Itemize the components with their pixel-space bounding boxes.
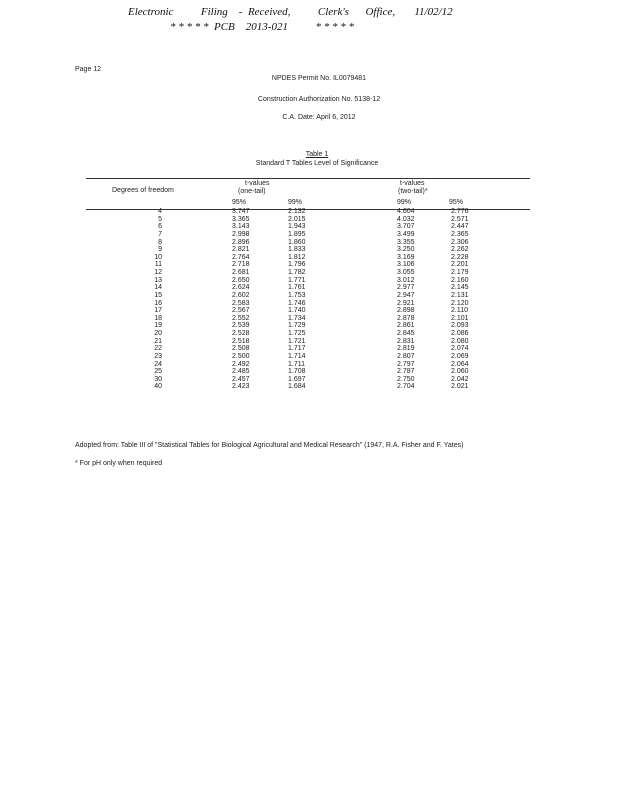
- cell-dof: 21: [154, 337, 162, 345]
- cell-one-tail-99: 1.714: [288, 352, 306, 360]
- table-subtitle: Standard T Tables Level of Significance: [255, 160, 379, 167]
- cell-one-tail-95: 2.583: [232, 299, 250, 307]
- cell-one-tail-99: 1.943: [288, 223, 306, 231]
- cell-one-tail-99: 1.740: [288, 307, 306, 315]
- cell-two-tail-99: 3.707: [397, 223, 415, 231]
- cell-one-tail-95: 2.500: [232, 352, 250, 360]
- table-row: [0, 376, 618, 384]
- cell-two-tail-95: 2.131: [451, 291, 469, 299]
- column-group-two-tail-sub: (two-tail)*: [398, 188, 428, 195]
- cell-two-tail-99: 2.750: [397, 375, 415, 383]
- table-title: Table 1: [305, 151, 329, 158]
- cell-two-tail-95: 2.179: [451, 269, 469, 276]
- construction-authorization: Construction Authorization No. 5138-12: [257, 96, 381, 103]
- cell-dof: 22: [154, 345, 162, 353]
- cell-two-tail-99: 2.977: [397, 284, 415, 292]
- cell-two-tail-99: 2.947: [397, 291, 415, 299]
- cell-two-tail-99: 2.878: [397, 314, 415, 322]
- table-row: [0, 383, 618, 391]
- cell-one-tail-99: 1.725: [288, 330, 306, 337]
- table-row: [0, 223, 618, 231]
- cell-one-tail-99: 1.746: [288, 299, 306, 307]
- cell-dof: 24: [154, 360, 162, 368]
- cell-two-tail-99: 3.355: [397, 238, 415, 246]
- cell-dof: 13: [154, 276, 162, 284]
- source-footnote: Adopted from: Table III of "Statistical Tables for Biological Agricultural and Medical Research" (1947, R.A. Fisher and F. Yates): [75, 442, 464, 449]
- cell-one-tail-95: 2.457: [232, 375, 250, 383]
- cell-one-tail-99: 1.771: [288, 276, 306, 284]
- cell-dof: 10: [154, 253, 162, 261]
- cell-dof: 20: [154, 330, 162, 337]
- table-row: [0, 254, 618, 262]
- table-row: [0, 261, 618, 269]
- cell-one-tail-99: 1.684: [288, 383, 306, 391]
- cell-two-tail-99: 2.704: [397, 383, 415, 391]
- cell-one-tail-99: 1.753: [288, 291, 306, 299]
- column-header-dof: Degrees of freedom: [112, 187, 174, 194]
- cell-one-tail-95: 2.485: [232, 368, 250, 376]
- cell-two-tail-99: 3.106: [397, 261, 415, 269]
- cell-two-tail-99: 2.898: [397, 307, 415, 315]
- cell-two-tail-95: 2.069: [451, 352, 469, 360]
- cell-one-tail-99: 1.717: [288, 345, 306, 353]
- cell-one-tail-95: 2.821: [232, 246, 250, 254]
- table-body: [0, 208, 618, 391]
- cell-two-tail-99: 3.055: [397, 269, 415, 276]
- cell-one-tail-99: 1.761: [288, 284, 306, 292]
- table-row: [0, 338, 618, 346]
- table-row: [0, 330, 618, 338]
- cell-one-tail-95: 3.143: [232, 223, 250, 231]
- cell-one-tail-99: 1.796: [288, 261, 306, 269]
- cell-two-tail-95: 2.160: [451, 276, 469, 284]
- column-group-one-tail-sub: (one-tail): [238, 188, 266, 195]
- permit-number: NPDES Permit No. IL0079481: [271, 75, 367, 82]
- cell-one-tail-95: 2.602: [232, 291, 250, 299]
- cell-one-tail-95: 3.365: [232, 215, 250, 223]
- cell-one-tail-99: 1.833: [288, 246, 306, 254]
- column-header-two-tail-99: 99%: [397, 199, 412, 206]
- cell-two-tail-95: 2.093: [451, 322, 469, 330]
- filing-stamp-line-2: * * * * * PCB 2013-021 * * * * *: [170, 21, 354, 33]
- cell-one-tail-95: 2.492: [232, 360, 250, 368]
- cell-one-tail-95: 2.552: [232, 314, 250, 322]
- cell-two-tail-99: 2.797: [397, 360, 415, 368]
- table-row: [0, 277, 618, 285]
- cell-one-tail-95: 3.747: [232, 208, 250, 215]
- cell-one-tail-99: 2.132: [288, 208, 306, 215]
- table-row: [0, 239, 618, 247]
- cell-two-tail-95: 2.262: [451, 246, 469, 254]
- cell-one-tail-95: 2.718: [232, 261, 250, 269]
- cell-two-tail-95: 2.064: [451, 360, 469, 368]
- cell-one-tail-99: 1.860: [288, 238, 306, 246]
- table-row: [0, 292, 618, 300]
- cell-dof: 19: [154, 322, 162, 330]
- cell-one-tail-95: 2.896: [232, 238, 250, 246]
- cell-one-tail-95: 2.508: [232, 345, 250, 353]
- cell-two-tail-99: 3.012: [397, 276, 415, 284]
- column-header-one-tail-95: 95%: [232, 199, 247, 206]
- table-top-rule: [86, 178, 530, 179]
- cell-two-tail-99: 3.499: [397, 230, 415, 238]
- table-row: [0, 353, 618, 361]
- table-row: [0, 246, 618, 254]
- cell-two-tail-95: 2.074: [451, 345, 469, 353]
- cell-one-tail-99: 1.812: [288, 253, 306, 261]
- cell-two-tail-95: 2.060: [451, 368, 469, 376]
- table-row: [0, 345, 618, 353]
- cell-dof: 8: [158, 238, 162, 246]
- cell-two-tail-95: 2.086: [451, 330, 469, 337]
- table-row: [0, 361, 618, 369]
- cell-one-tail-99: 1.734: [288, 314, 306, 322]
- cell-dof: 15: [154, 291, 162, 299]
- cell-two-tail-95: 2.776: [451, 208, 469, 215]
- cell-two-tail-99: 2.831: [397, 337, 415, 345]
- cell-two-tail-95: 2.365: [451, 230, 469, 238]
- cell-two-tail-95: 2.042: [451, 375, 469, 383]
- cell-one-tail-99: 1.729: [288, 322, 306, 330]
- cell-two-tail-99: 4.032: [397, 215, 415, 223]
- cell-two-tail-95: 2.306: [451, 238, 469, 246]
- cell-one-tail-95: 2.423: [232, 383, 250, 391]
- table-row: [0, 269, 618, 277]
- cell-two-tail-99: 3.169: [397, 253, 415, 261]
- cell-one-tail-99: 1.708: [288, 368, 306, 376]
- table-row: [0, 208, 618, 216]
- cell-two-tail-95: 2.110: [451, 307, 468, 315]
- cell-two-tail-99: 2.787: [397, 368, 415, 376]
- column-header-two-tail-95: 95%: [449, 199, 464, 206]
- table-row: [0, 216, 618, 224]
- table-row: [0, 284, 618, 292]
- cell-one-tail-99: 1.697: [288, 375, 306, 383]
- cell-two-tail-95: 2.571: [451, 215, 469, 223]
- cell-two-tail-99: 3.250: [397, 246, 415, 254]
- table-row: [0, 368, 618, 376]
- cell-one-tail-99: 2.015: [288, 215, 306, 223]
- cell-two-tail-99: 2.819: [397, 345, 415, 353]
- table-row: [0, 300, 618, 308]
- cell-one-tail-95: 2.539: [232, 322, 250, 330]
- ca-date: C.A. Date: April 6, 2012: [282, 114, 356, 121]
- page-number: Page 12: [75, 66, 102, 73]
- cell-one-tail-99: 1.711: [288, 360, 305, 368]
- cell-one-tail-99: 1.895: [288, 230, 306, 238]
- cell-dof: 6: [158, 223, 162, 231]
- cell-dof: 17: [154, 307, 162, 315]
- cell-one-tail-95: 2.681: [232, 269, 250, 276]
- cell-two-tail-95: 2.101: [451, 314, 469, 322]
- cell-dof: 4: [158, 208, 162, 215]
- table-row: [0, 307, 618, 315]
- cell-two-tail-99: 4.604: [397, 208, 415, 215]
- cell-two-tail-95: 2.447: [451, 223, 469, 231]
- cell-two-tail-95: 2.021: [451, 383, 469, 391]
- cell-dof: 40: [154, 383, 162, 391]
- cell-one-tail-95: 2.528: [232, 330, 250, 337]
- table-row: [0, 315, 618, 323]
- column-header-one-tail-99: 99%: [288, 199, 303, 206]
- table-row: [0, 322, 618, 330]
- column-group-one-tail-label: t-values: [245, 180, 270, 187]
- cell-one-tail-95: 2.624: [232, 284, 250, 292]
- cell-two-tail-95: 2.120: [451, 299, 469, 307]
- cell-two-tail-95: 2.228: [451, 253, 469, 261]
- cell-dof: 30: [154, 375, 162, 383]
- ph-footnote: * For pH only when required: [75, 460, 163, 467]
- cell-one-tail-99: 1.721: [288, 337, 306, 345]
- cell-two-tail-99: 2.807: [397, 352, 415, 360]
- cell-one-tail-95: 2.764: [232, 253, 250, 261]
- cell-dof: 11: [154, 261, 162, 269]
- cell-one-tail-95: 2.567: [232, 307, 250, 315]
- cell-dof: 5: [158, 215, 162, 223]
- column-group-two-tail-label: t-values: [400, 180, 425, 187]
- cell-dof: 25: [154, 368, 162, 376]
- cell-one-tail-99: 1.782: [288, 269, 306, 276]
- cell-two-tail-99: 2.861: [397, 322, 415, 330]
- cell-dof: 23: [154, 352, 162, 360]
- cell-one-tail-95: 2.650: [232, 276, 250, 284]
- cell-dof: 7: [158, 230, 162, 238]
- cell-dof: 18: [154, 314, 162, 322]
- cell-dof: 14: [154, 284, 162, 292]
- cell-two-tail-95: 2.145: [451, 284, 469, 292]
- cell-two-tail-99: 2.845: [397, 330, 415, 337]
- cell-one-tail-95: 2.998: [232, 230, 250, 238]
- cell-dof: 9: [158, 246, 162, 254]
- cell-two-tail-95: 2.201: [451, 261, 469, 269]
- cell-dof: 12: [154, 269, 162, 276]
- cell-two-tail-95: 2.080: [451, 337, 469, 345]
- cell-one-tail-95: 2.518: [232, 337, 250, 345]
- table-row: [0, 231, 618, 239]
- filing-stamp-line-1: Electronic Filing - Received, Clerk's Office, 11/02/12: [128, 6, 453, 18]
- cell-dof: 16: [154, 299, 162, 307]
- cell-two-tail-99: 2.921: [397, 299, 415, 307]
